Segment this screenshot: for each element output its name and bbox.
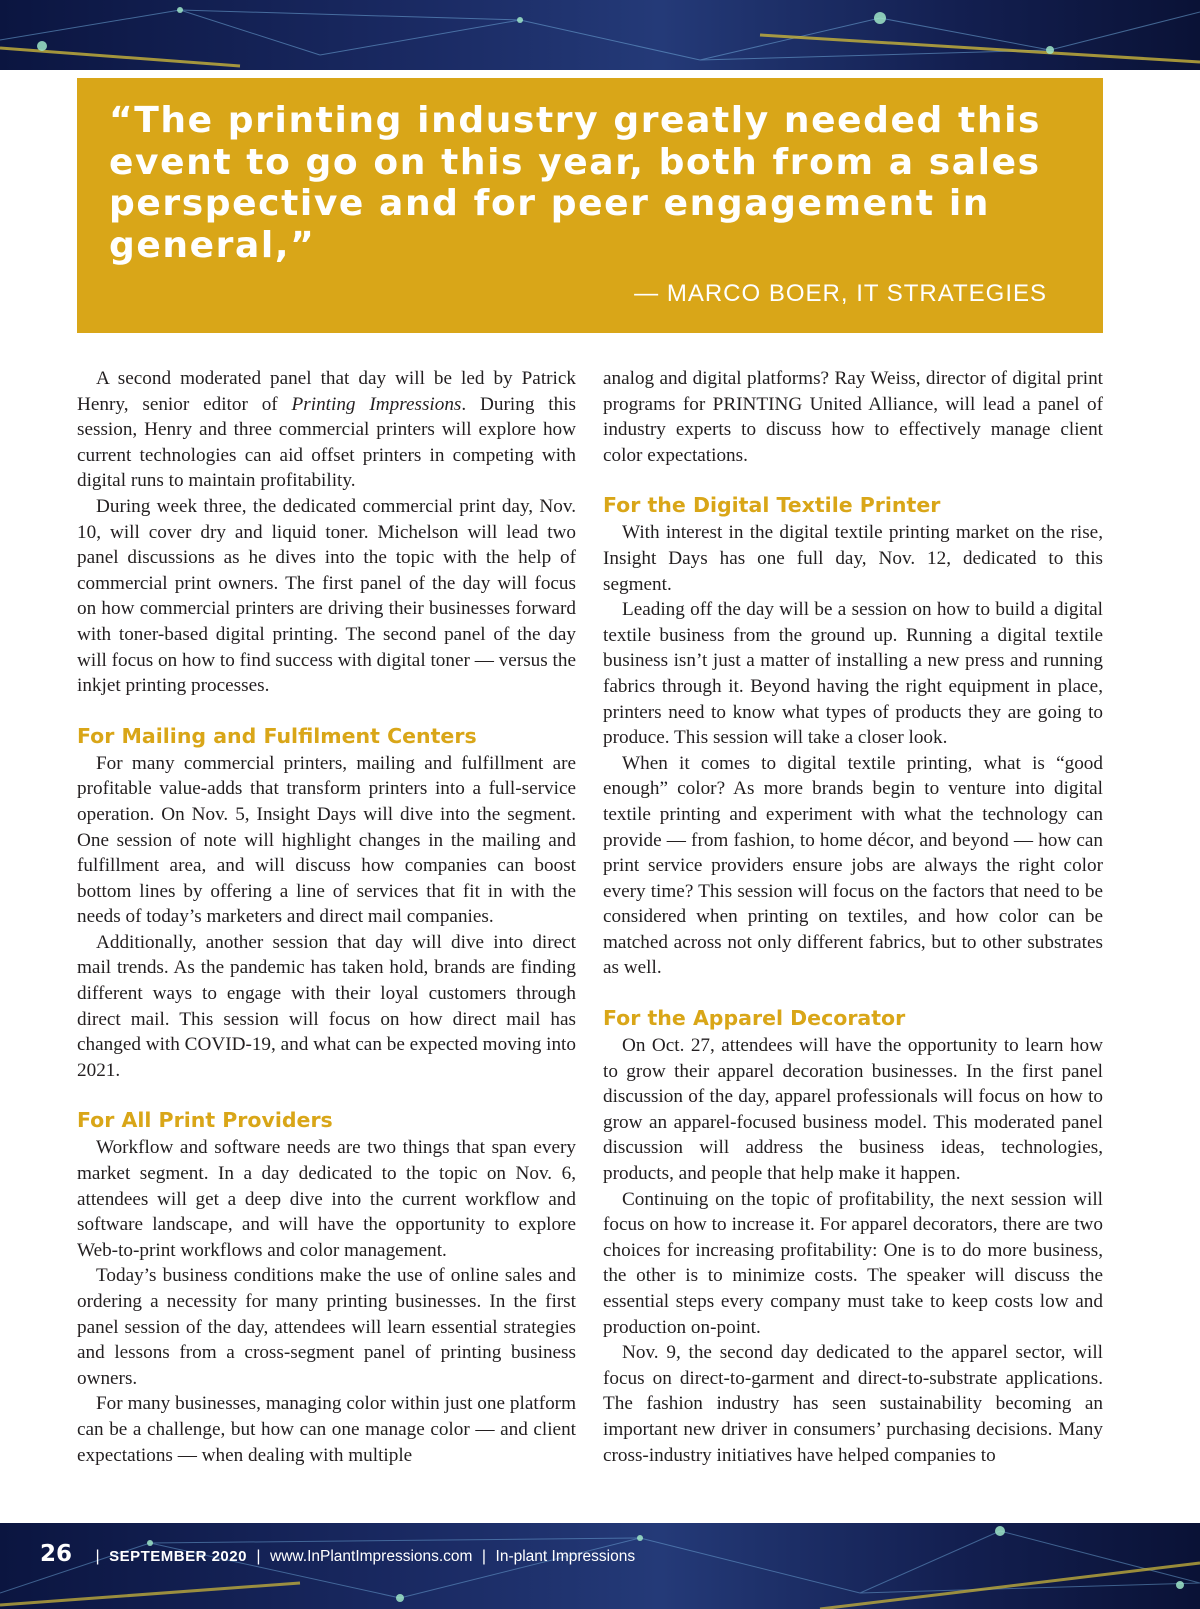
paragraph: For many businesses, managing color within just one platform can be a challenge, but how can one manage color — and client expectations — when dealing with multiple: [77, 1393, 576, 1466]
network-pattern-graphic: [0, 0, 1200, 70]
paragraph: Workflow and software needs are two things that span every market segment. In a day dedicated to the topic on Nov. 6, attendees will get a deep dive into the current workflow and software landscape, and will have the opportunity to explore Web-to-print workflows and color management.: [77, 1137, 576, 1261]
footer-separator: |: [481, 1548, 487, 1565]
paragraph: When it comes to digital textile printing, what is “good enough” color? As more brands begin to venture into digital textile printing and experiment with what the technology can provide — from fashion, to home décor, and beyond — how can print service providers ensure jobs are always the right color every time? This session will focus on the factors that need to be considered when printing on textiles, and how color can be matched across not only different fabrics, but to other substrates as well.: [603, 752, 1103, 979]
issue-date: SEPTEMBER 2020: [109, 1548, 247, 1565]
footer-separator: |: [256, 1548, 261, 1565]
paragraph: During week three, the dedicated commercial print day, Nov. 10, will cover dry and liquid toner. Michelson will lead two panel discussions as he dives into the topic with the help of commercial print owners. The first panel of the day will focus on how commercial printers are driving their businesses forward with toner-based digital printing. The second panel of the day will focus on how to find success with digital toner — versus the inkjet printing processes.: [77, 495, 576, 697]
website-link[interactable]: www.InPlantImpressions.com: [270, 1548, 473, 1565]
top-decorative-band: [0, 0, 1200, 70]
pull-quote-box: [77, 78, 1103, 333]
page-footer: [40, 1541, 635, 1567]
paragraph: Nov. 9, the second day dedicated to the apparel sector, will focus on direct-to-garment and direct-to-substrate applications. The fashion industry has seen sustainability becoming an important new driver in consumers’ purchasing decisions. Many cross-industry initiatives have helped companies to: [603, 1342, 1103, 1466]
section-heading-all-providers: For All Print Providers: [77, 1108, 333, 1133]
section-heading-apparel: For the Apparel Decorator: [603, 1006, 906, 1031]
paragraph: Additionally, another session that day will dive into direct mail trends. As the pandemic has taken hold, brands are finding different ways to engage with their loyal customers through direct mail. This session will focus on how direct mail has changed with COVID-19, and what can be expected moving into 2021.: [77, 931, 576, 1081]
publication-name: In-plant Impressions: [495, 1548, 636, 1565]
paragraph: A second moderated panel that day will be led by Patrick Henry, senior editor of Printing Impressions. During this session, Henry and three commercial printers will explore how current technologies can aid offset printers in competing with digital runs to maintain profitability.: [77, 368, 576, 492]
pull-quote-text: “The printing industry greatly needed this event to go on this year, both from a sales perspective and for peer engagement in general,”: [109, 100, 1042, 266]
paragraph: On Oct. 27, attendees will have the opportunity to learn how to grow their apparel decoration businesses. In the first panel discussion of the day, apparel professionals will focus on how to grow an apparel-focused business model. This moderated panel discussion will address the business ideas, technologies, products, and people that help make it happen.: [603, 1035, 1103, 1185]
footer-separator: |: [95, 1548, 100, 1565]
section-heading-mailing: For Mailing and Fulfilment Centers: [77, 723, 477, 748]
paragraph: With interest in the digital textile printing market on the rise, Insight Days has one full day, Nov. 12, dedicated to this segment.: [603, 522, 1103, 595]
paragraph: Continuing on the topic of profitability, the next session will focus on how to increase it. For apparel decorators, there are two choices for increasing profitability: One is to do more business, the other is to minimize costs. The speaker will discuss the essential steps every company must take to keep costs low and production on-point.: [603, 1188, 1103, 1338]
section-heading-textile: For the Digital Textile Printer: [603, 493, 941, 518]
page-number: 26: [40, 1541, 73, 1567]
paragraph: analog and digital platforms? Ray Weiss, director of digital print programs for PRINTING United Alliance, will lead a panel of industry experts to discuss how to effectively manage client color expectations.: [603, 368, 1103, 466]
publication-title: Printing Impressions: [291, 393, 462, 415]
paragraph: Leading off the day will be a session on how to build a digital textile business from the ground up. Running a digital textile business isn’t just a matter of installing a new press and running fabrics through it. Beyond having the right equipment in place, printers need to know what types of products they are going to produce. This session will take a closer look.: [603, 599, 1103, 749]
paragraph: Today’s business conditions make the use of online sales and ordering a necessity for many printing businesses. In the first panel session of the day, attendees will learn essential strategies and lessons from a cross-segment panel of printing business owners.: [77, 1265, 576, 1389]
right-text-column: [603, 366, 1103, 1468]
left-text-column: [77, 366, 576, 1468]
pull-quote-attribution: — MARCO BOER, IT STRATEGIES: [634, 280, 1047, 307]
paragraph: For many commercial printers, mailing and fulfillment are profitable value-adds that transform printers into a full-service operation. On Nov. 5, Insight Days will dive into the segment. One session of note will highlight changes in the mailing and fulfillment area, and will discuss how companies can boost bottom lines by offering a line of services that fit in with the needs of today’s marketers and direct mail companies.: [77, 752, 576, 928]
